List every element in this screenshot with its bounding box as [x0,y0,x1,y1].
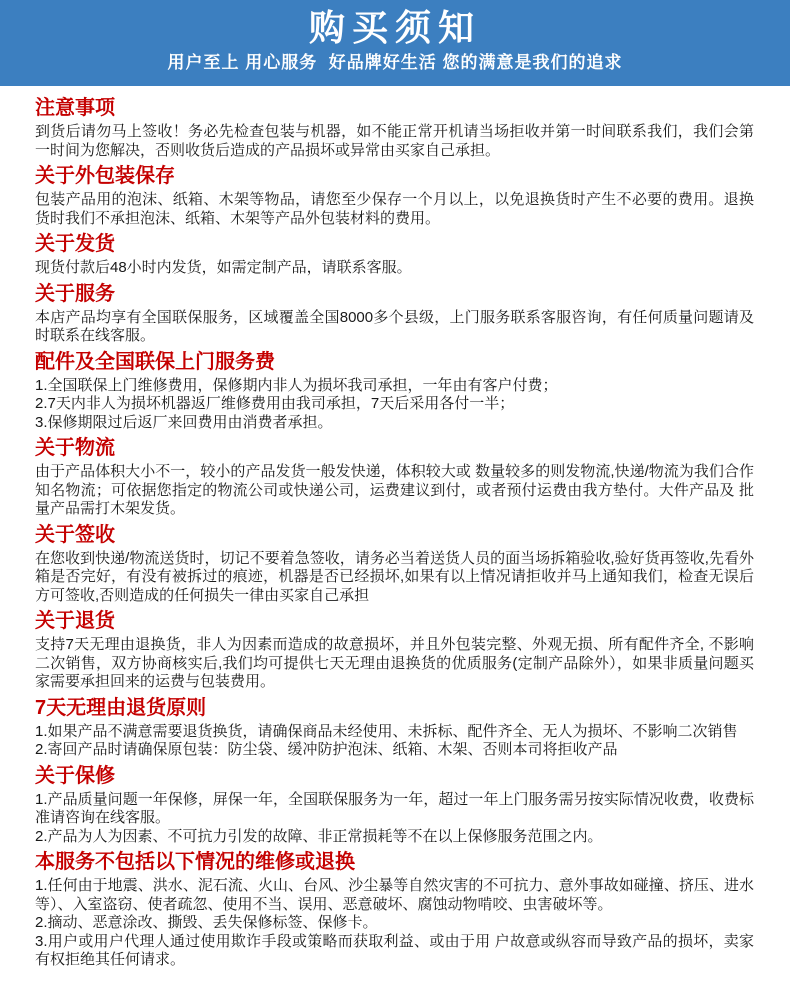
section-service [35,282,754,346]
section-paragraph: 2.寄回产品时请确保原包装：防尘袋、缓冲防护泡沫、纸箱、木架、否则本司将拒收产品 [35,741,618,758]
section-paragraph: 1.产品质量问题一年保修，屏保一年，全国联保服务为一年，超过一年上门服务需另按实际情况收费，收费标准请咨询在线客服。 [35,790,754,826]
section-returns [35,609,754,692]
section-heading: 配件及全国联保上门服务费 [35,350,275,373]
purchase-notice-banner [0,0,790,86]
section-heading: 关于发货 [35,233,115,255]
section-packaging-keep [35,164,754,228]
section-paragraph: 1.如果产品不满意需要退货换货，请确保商品未经使用、未拆标、配件齐全、无人为损坏、不影响二次销售 [35,722,738,740]
page-title: 购买须知 [308,7,481,48]
section-heading: 关于外包装保存 [35,165,175,187]
section-7day-return-policy [35,696,754,760]
section-heading: 关于服务 [35,282,115,305]
section-paragraph: 本店产品均享有全国联保服务，区域覆盖全国8000多个县级，上门服务联系客服咨询，有任何质量问题请及时联系在线客服。 [35,308,754,344]
section-heading: 关于签收 [35,523,115,546]
section-warranty [35,764,754,847]
section-paragraph: 1.全国联保上门维修费用，保修期内非人为损坏我司承担，一年由有客户付费； [35,376,558,394]
section-shipping [35,232,754,278]
section-heading: 关于退货 [35,610,115,632]
section-paragraph: 支持7天无理由退换货，非人为因素而造成的故意损坏，并且外包装完整、外观无损、所有配件齐全, 不影响二次销售，双方协商核实后,我们均可提供七天无理由退换货的优质服务(定制产品除外），如果非质量问题买家需要承担回来的运费与包装费用。 [35,636,754,690]
section-paragraph: 1.任何由于地震、洪水、泥石流、火山、台风、沙尘暴等自然灾害的不可抗力、意外事故如碰撞、挤压、进水等）、入室盗窃、使者疏忽、使用不当、误用、恶意破坏、腐蚀动物啃咬、虫害破坏等。 [35,877,754,913]
section-paragraph: 由于产品体积大小不一，较小的产品发货一般发快递，体积较大或 数量较多的则发物流,快递/物流为我们合作知名物流；可依据您指定的物流公司或快递公司，运费建议到付，或者预付运费由我方垫付。大件产品及 批量产品需打木架发货。 [35,463,754,517]
section-heading: 关于保修 [35,764,115,787]
page-subtitle: 用户至上 用心服务 好品牌好生活 您的满意是我们的追求 [167,53,623,72]
section-paragraph: 2.7天内非人为损坏机器返厂维修费用由我司承担，7天后采用各付一半； [35,395,515,412]
section-paragraph: 现货付款后48小时内发货，如需定制产品，请联系客服。 [35,259,412,276]
section-sign-receipt [35,523,754,606]
section-paragraph: 在您收到快递/物流送货时，切记不要着急签收，请务必当着送货人员的面当场拆箱验收,验好货再签收,先看外箱是否完好，有没有被拆过的痕迹，机器是否已经损坏,如果有以上情况请拒收并马上通知我们，检查无误后方可签收,否则造成的任何损失一律由买家自己承担 [35,549,754,604]
section-paragraph: 2.产品为人为因素、不可抗力引发的故障、非正常损耗等不在以上保修服务范围之内。 [35,827,603,845]
section-heading: 本服务不包括以下情况的维修或退换 [35,851,355,873]
section-paragraph: 2.摘动、恶意涂改、撕毁、丢失保修标签、保修卡。 [35,914,378,931]
section-paragraph: 到货后请勿马上签收！务必先检查包装与机器，如不能正常开机请当场拒收并第一时间联系我们，我们会第一时间为您解决，否则收货后造成的产品损坏或异常由买家自己承担。 [35,123,754,159]
section-paragraph: 包装产品用的泡沫、纸箱、木架等物品，请您至少保存一个月以上，以免退换货时产生不必要的费用。退换货时我们不承担泡沫、纸箱、木架等产品外包装材料的费用。 [35,191,754,227]
section-paragraph: 3.保修期限过后返厂来回费用由消费者承担。 [35,413,333,431]
section-heading: 注意事项 [35,97,115,119]
section-logistics [35,436,754,519]
notice-content [0,86,790,988]
section-attention [35,96,754,160]
section-parts-warranty-fee [35,350,754,433]
section-heading: 7天无理由退货原则 [35,696,207,719]
section-paragraph: 3.用户或用户代理人通过使用欺诈手段或策略而获取利益、或由于用 户故意或纵容而导致产品的损坏，卖家有权拒绝其任何请求。 [35,932,754,968]
section-exclusions [35,850,754,970]
section-heading: 关于物流 [35,437,115,459]
